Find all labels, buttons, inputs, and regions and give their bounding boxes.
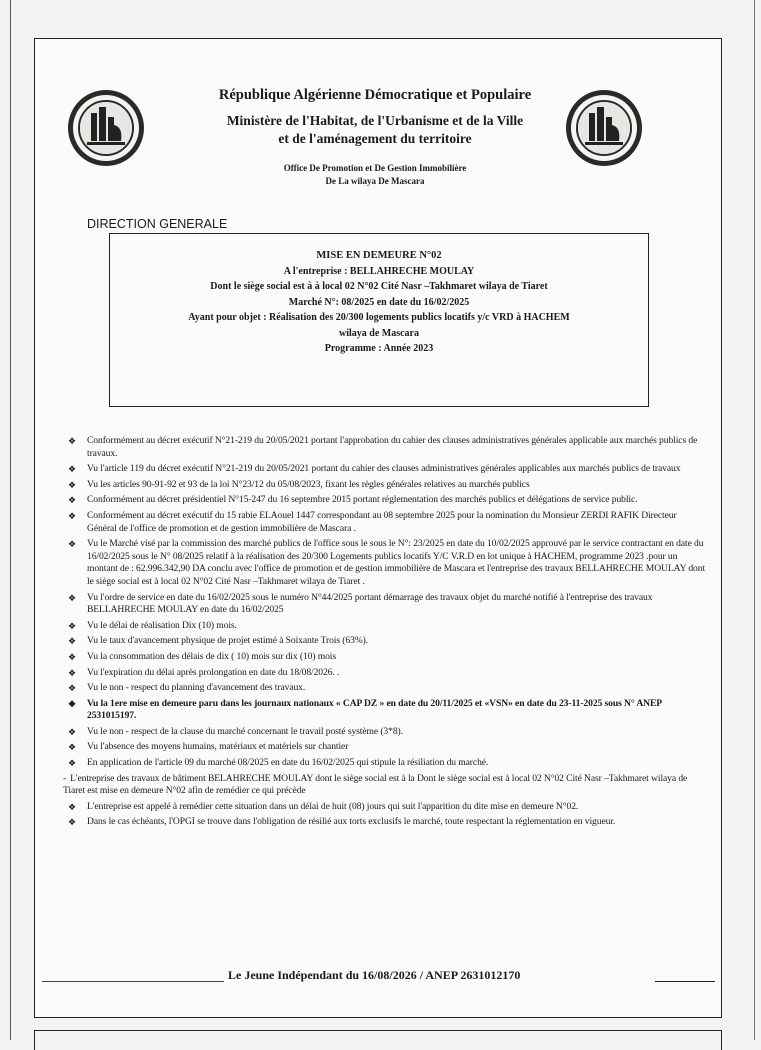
footer-divider-right: [655, 981, 715, 982]
ministry-name: [185, 112, 565, 148]
diamond-bullet-icon: ❖: [68, 817, 76, 828]
office-line-1: Office De Promotion et De Gestion Immobilière: [283, 163, 467, 173]
office-line-2: De La wilaya De Mascara: [325, 176, 425, 186]
list-item: ❖ Vu le Marché visé par la commission des marché publics de l'office sous le sous le N°: 23/2025 en date du 10/02/2025 approuvé par le service contractant en date du 16/02/2025 sous le N° 08/2025 relatif à la réalisation des 20/300 Logements publics locatifs Y/C V.R.D en lot unique à HACHEM, programme 2023 .pour un montant de : 62.996.342,90 DA conclu avec l'office de promotion et de gestion immobilière de Mascara et l'entreprise des travaux BELLAHRECHE MOULAY dont le siège social est à local 02 N°02 Cité Nasr –Takhmaret wilaya de Tiaret .: [68, 538, 706, 587]
list-item: ❖ Vu l'article 119 du décret exécutif N°21-219 du 20/05/2021 portant du cahier des clauses administratives générales applicables aux marchés publics de travaux: [68, 463, 681, 475]
list-item: ❖ Vu l'ordre de service en date du 16/02/2025 sous le numéro N°44/2025 portant démarrage des travaux objet du marché notifié à l'entreprise des travaux BELLAHRECHE MOULAY en date du 16/02/2025: [68, 591, 653, 616]
notice-company: A l'entreprise : BELLAHRECHE MOULAY: [283, 265, 475, 277]
notice-wilaya: wilaya de Mascara: [339, 327, 419, 339]
opgi-logo-seal-icon: [65, 87, 147, 169]
formal-notice-paragraph: - L'entreprise des travaux de bâtiment BELAHRECHE MOULAY dont le siège social est à la Dont le siège social est à local 02 N°02 Cité Nasr –Takhmaret wilaya de Tiaret est mise en demeure N°02 afin de remédier ce qui précède: [63, 772, 688, 797]
notice-box: [109, 233, 649, 407]
page-edge-left: [10, 0, 11, 1040]
diamond-bullet-icon: ❖: [68, 758, 76, 769]
list-item: ❖ Conformément au décret présidentiel N°15-247 du 16 septembre 2015 portant réglementation des marchés publics et délégations de service public.: [68, 494, 638, 506]
office-name: [185, 162, 565, 188]
letterhead: [185, 84, 565, 188]
list-item: ❖ Vu la consommation des délais de dix ( 10) mois sur dix (10) mois: [68, 650, 336, 662]
diamond-bullet-icon: ❖: [68, 592, 76, 603]
notice-address: Dont le siège social est à à local 02 N°02 Cité Nasr –Takhmaret wilaya de Tiaret: [210, 281, 548, 292]
diamond-bullet-icon: ❖: [68, 742, 76, 753]
diamond-bullet-icon: ❖: [68, 464, 76, 475]
diamond-bullet-icon: ❖: [68, 479, 76, 490]
diamond-bullet-icon: ❖: [68, 539, 76, 550]
list-item: ❖ En application de l'article 09 du marché 08/2025 en date du 16/02/2025 qui stipule la résiliation du marché.: [68, 757, 489, 769]
list-item: ❖ Vu le non - respect du planning d'avancement des travaux.: [68, 682, 306, 694]
list-item: ❖ Dans le cas échéants, l'OPGI se trouve dans l'obligation de résilié aux torts exclusifs le marché, toute respectant la réglementation en vigueur.: [68, 816, 616, 828]
notice-object: Ayant pour objet : Réalisation des 20/300 logements publics locatifs y/c VRD à HACHEM: [188, 312, 570, 323]
diamond-bullet-icon: ❖: [68, 495, 76, 506]
list-item: ❖ Vu le taux d'avancement physique de projet estimé à Soixante Trois (63%).: [68, 635, 369, 647]
opgi-logo-seal-icon: [563, 87, 645, 169]
diamond-bullet-icon: ❖: [68, 667, 76, 678]
list-item: ❖ Vu le non - respect de la clause du marché concernant le travail posté système (3*8).: [68, 725, 403, 737]
diamond-bullet-icon: ❖: [68, 436, 76, 446]
notice-programme: Programme : Année 2023: [324, 343, 434, 354]
publication-footer: Le Jeune Indépendant du 16/08/2026 / ANEP 2631012170: [228, 968, 521, 982]
list-item: ❖ Vu l'absence des moyens humains, matériaux et matériels sur chantier: [68, 741, 349, 753]
diamond-bullet-icon: ❖: [68, 683, 76, 694]
page-edge-right: [754, 0, 755, 1040]
considerations-list: [63, 435, 708, 832]
diamond-bullet-icon: ❖: [68, 636, 76, 647]
diamond-bullet-icon: ❖: [68, 726, 76, 737]
list-item: ❖ Conformément au décret exécutif du 15 rabie ELAouel 1447 correspondant au 08 septembre 2025 pour la nomination du Monsieur ZERDI RAFIK Directeur Général de l'office de promotion et de gestion immobilière de Mascara .: [68, 509, 677, 534]
notice-title: MISE EN DEMEURE N°02: [316, 250, 442, 261]
list-item: ❖ Conformément au décret exécutif N°21-219 du 20/05/2021 portant l'approbation du cahier des clauses administratives générales applicable aux marchés publics de travaux.: [68, 435, 698, 459]
dash-marker: -: [63, 772, 67, 784]
list-item: ❖ Vu la 1ere mise en demeure paru dans les journaux nationaux « CAP DZ » en date du 20/11/2025 et «VSN» en date du 23-11-2025 sous N° ANEP 2531015197.: [68, 697, 662, 722]
republic-title: République Algérienne Démocratique et Populaire: [218, 87, 532, 103]
list-item: ❖ L'entreprise est appelé à remédier cette situation dans un délai de huit (08) jours qui suit l'apparition du dite mise en demeure N°02.: [68, 800, 579, 812]
list-item: ❖ Vu le délai de réalisation Dix (10) mois.: [68, 619, 237, 631]
list-item: ❖ Vu l'expiration du délai après prolongation en date du 18/08/2026. .: [68, 666, 340, 678]
announcement-frame: [34, 38, 722, 1018]
notice-contract: Marché N°: 08/2025 en date du 16/02/2025: [288, 296, 470, 308]
ministry-line-2: et de l'aménagement du territoire: [278, 131, 472, 146]
diamond-bullet-icon: ❖: [68, 801, 76, 812]
diamond-bullet-icon: ❖: [68, 698, 76, 709]
next-announcement-frame: [34, 1030, 722, 1050]
direction-label: DIRECTION GENERALE: [87, 217, 228, 231]
ministry-line-1: Ministère de l'Habitat, de l'Urbanisme et de la Ville: [226, 113, 524, 128]
footer-divider-left: [42, 981, 224, 982]
diamond-bullet-icon: ❖: [68, 620, 76, 631]
list-item: ❖ Vu les articles 90-91-92 et 93 de la loi N°23/12 du 05/08/2023, fixant les règles générales relatives au marchés publics: [68, 478, 530, 490]
diamond-bullet-icon: ❖: [68, 651, 76, 662]
diamond-bullet-icon: ❖: [68, 510, 76, 521]
